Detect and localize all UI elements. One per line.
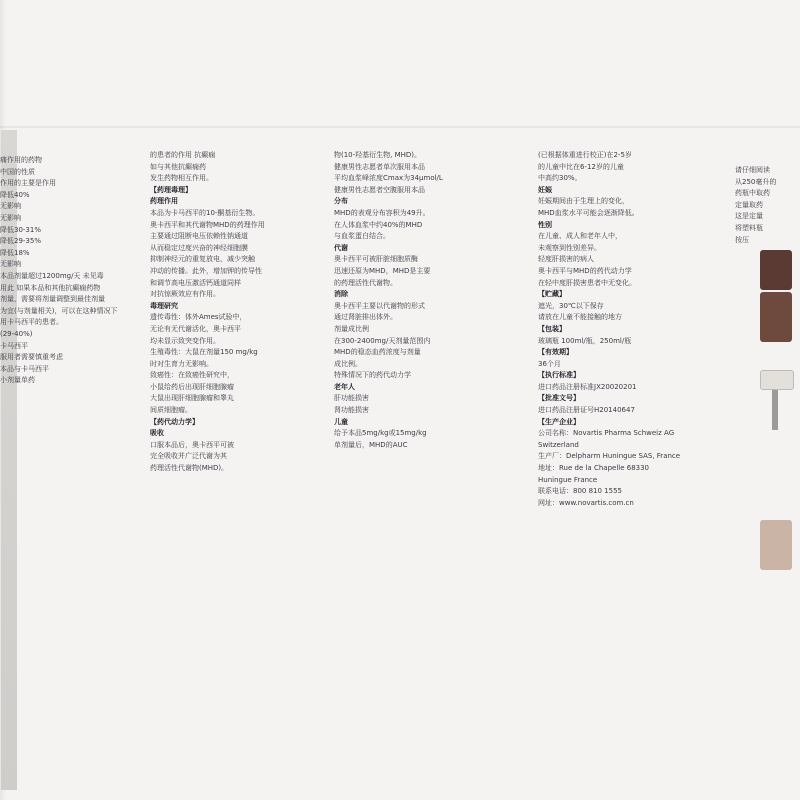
text-line: (已根据体重进行校正)在2-5岁 (538, 151, 632, 159)
text-line: 公司名称：Novartis Pharma Schweiz AG (538, 429, 675, 438)
column-3 (334, 150, 532, 790)
text-line: 吸收 (150, 429, 164, 438)
text-line: 【贮藏】 (538, 290, 566, 299)
text-line: 迅速还原为MHD，MHD是主要 (334, 266, 431, 275)
text-line: 妊娠期间由于生理上的变化， (538, 197, 629, 206)
text-line: 从而稳定过度兴奋的神经细胞膜 (150, 243, 248, 252)
text-line: 代谢 (334, 243, 348, 252)
text-line: 【执行标准】 (538, 371, 580, 380)
text-line: MHD的稳态血药浓度与剂量 (334, 348, 421, 357)
syringe-illustration (772, 390, 778, 430)
text-line: 降低29-35% (0, 237, 41, 246)
text-line: 间质细胞瘤。 (150, 406, 192, 415)
text-line: 遮光，30℃以下保存 (538, 301, 604, 310)
text-line: Huningue France (538, 475, 598, 484)
text-line: 痛作用的药物 (0, 156, 42, 164)
text-line: 奥卡西平和其代谢物MHD的药理作用 (150, 220, 265, 229)
text-line: 降低40% (0, 190, 30, 199)
text-line: 中国的性质 (0, 167, 35, 176)
text-line: 在人体血浆中约40%的MHD (334, 220, 423, 229)
text-line: 进口药品注册证号H20140647 (538, 406, 635, 415)
text-line: 无影响 (0, 213, 21, 222)
text-line: 肾功能损害 (334, 406, 369, 415)
text-line: 对抗惊厥效应有作用。 (150, 290, 220, 299)
text-line: 平均血浆峰浓度Cmax为34μmol/L (334, 174, 443, 183)
text-line: 按压 (735, 235, 749, 244)
text-line: 在儿童、成人和老年人中， (538, 232, 622, 241)
text-line: 肝功能损害 (334, 394, 369, 403)
text-line: 和调节高电压激活钙通道同样 (150, 278, 241, 287)
text-line: 剂量成比例 (334, 324, 369, 333)
text-line: 【生产企业】 (538, 417, 580, 426)
text-line: 请放在儿童不能接触的地方 (538, 313, 622, 322)
text-line: 未观察到性别差异。 (538, 243, 601, 252)
text-line: 无影响 (0, 260, 21, 269)
text-line: 无论有无代谢活化，奥卡西平 (150, 324, 241, 333)
text-line: 冲动的传播。此外，增加钾的传导性 (150, 266, 262, 275)
fold-line (0, 126, 800, 128)
text-line: 用卡马西平的患者。 (0, 318, 63, 327)
text-line: 本品剂量超过1200mg/天 未见毒 (0, 271, 104, 280)
text-line: MHD的表观分布容积为49升。 (334, 208, 430, 217)
text-line: 为宜(与剂量相关)，可以在这种情况下 (0, 306, 118, 315)
text-line: 健康男性志愿者单次服用本品 (334, 162, 425, 171)
text-line: 中高约30%。 (538, 174, 582, 183)
text-line: 单剂量后，MHD的AUC (334, 440, 408, 449)
text-line: 生产厂：Delpharm Huningue SAS, France (538, 452, 681, 461)
text-line: 作用的主要是作用 (0, 179, 56, 188)
text-line: 小剂量单药 (0, 376, 35, 385)
text-line: 定量取药 (735, 200, 763, 209)
text-line: Switzerland (538, 440, 579, 449)
text-line: 毒理研究 (150, 301, 178, 310)
text-line: 地址：Rue de la Chapelle 68330 (538, 464, 650, 473)
text-line: 【包装】 (538, 324, 566, 333)
text-line: 的儿童中比在6-12岁的儿童 (538, 162, 624, 171)
text-line: 时对生育力无影响。 (150, 359, 213, 368)
text-line: 成比例。 (334, 359, 362, 368)
text-line: 降低30-31% (0, 225, 41, 234)
text-line: 从250毫升的 (735, 177, 777, 186)
text-line: 小鼠给药后出现肝细胞腺瘤 (150, 382, 234, 391)
text-line: 卡马西平 (0, 341, 28, 350)
text-line: 如与其他抗癫痫药 (150, 162, 206, 171)
text-line: 【药理毒理】 (150, 185, 192, 194)
text-line: 玻璃瓶 100ml/瓶，250ml/瓶 (538, 336, 632, 345)
text-line: 老年人 (334, 382, 355, 391)
text-line: MHD血浆水平可能会逐渐降低。 (538, 208, 639, 217)
column-1 (0, 155, 150, 790)
text-line: 妊娠 (538, 185, 552, 194)
text-line: 本品与卡马西平 (0, 364, 49, 373)
text-line: 与血浆蛋白结合。 (334, 232, 390, 241)
text-line: 儿童 (334, 417, 348, 426)
cap-illustration (760, 370, 794, 390)
text-line: 进口药品注册标准JX20020201 (538, 382, 637, 391)
text-line: 发生药物相互作用。 (150, 174, 213, 183)
text-line: 无影响 (0, 202, 21, 211)
text-line: 在轻中度肝损害患者中无变化。 (538, 278, 636, 287)
text-line: 奥卡西平可被肝脏细胞质酶 (334, 255, 418, 264)
column-2 (150, 150, 326, 790)
text-line: 遗传毒性：体外Ames试验中， (150, 313, 247, 322)
bottle-illustration (760, 520, 792, 570)
bottle-illustration (760, 292, 792, 342)
text-line: 消除 (334, 290, 348, 299)
text-line: 物(10-羟基衍生物, MHD)。 (334, 151, 422, 159)
bottle-illustration (760, 250, 792, 290)
text-line: 本品为卡马西平的10-酮基衍生物。 (150, 208, 260, 217)
text-line: 分布 (334, 197, 348, 206)
text-line: 这是定量 (735, 212, 763, 221)
text-line: 奥卡西平与MHD的药代动力学 (538, 266, 632, 275)
text-line: 请仔细阅读 (735, 166, 770, 174)
text-line: 剂量，需要将剂量调整到最佳剂量 (0, 295, 105, 304)
text-line: 性别 (538, 220, 552, 229)
text-line: 网址：www.novartis.com.cn (538, 498, 634, 507)
text-line: 的药理活性代谢物。 (334, 278, 397, 287)
text-line: 特殊情况下的药代动力学 (334, 371, 411, 380)
text-line: 大鼠出现肝细胞腺瘤和睾丸 (150, 394, 234, 403)
text-line: 抑制神经元的重复放电，减少突触 (150, 255, 255, 264)
text-line: 36个月 (538, 359, 561, 368)
text-line: 在300-2400mg/天剂量范围内 (334, 336, 431, 345)
text-line: 联系电话：800 810 1555 (538, 487, 622, 496)
text-line: 口服本品后，奥卡西平可被 (150, 440, 234, 449)
text-line: 降低18% (0, 248, 30, 257)
text-line: 完全吸收并广泛代谢为其 (150, 452, 227, 461)
text-line: 生殖毒性：大鼠在剂量150 mg/kg (150, 348, 258, 357)
text-line: 通过肾脏排出体外。 (334, 313, 397, 322)
text-line: 药理作用 (150, 197, 178, 206)
text-line: 药理活性代谢物(MHD)。 (150, 464, 229, 473)
text-line: 将塑料瓶 (735, 223, 763, 232)
text-line: 用此 如果本品和其他抗癫痫药物 (0, 283, 101, 292)
text-line: 的患者的作用 抗癫痫 (150, 151, 216, 159)
text-line: 【批准文号】 (538, 394, 580, 403)
text-line: 致癌性：在致癌性研究中， (150, 371, 234, 380)
text-line: 奥卡西平主要以代谢物的形式 (334, 301, 425, 310)
column-4 (538, 150, 734, 790)
text-line: (29-40%) (0, 329, 33, 338)
text-line: 主要通过阻断电压依赖性钠通道 (150, 232, 248, 241)
text-line: 【有效期】 (538, 348, 573, 357)
text-line: 均未显示致突变作用。 (150, 336, 220, 345)
text-line: 药瓶中取药 (735, 189, 770, 198)
text-line: 轻度肝损害的病人 (538, 255, 594, 264)
text-line: 服用者需要慎重考虑 (0, 353, 63, 362)
text-line: 健康男性志愿者空腹服用本品 (334, 185, 425, 194)
text-line: 【药代动力学】 (150, 417, 199, 426)
text-line: 给予本品5mg/kg或15mg/kg (334, 429, 427, 438)
